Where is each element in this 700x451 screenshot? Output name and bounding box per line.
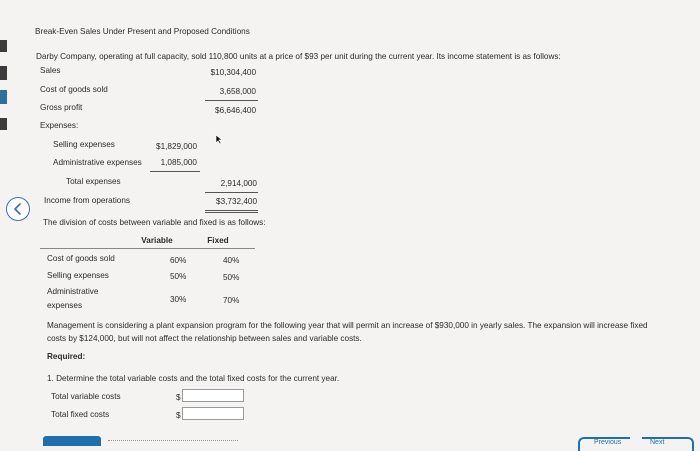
income-from-operations-label: Income from operations xyxy=(44,196,131,205)
total-fixed-costs-input[interactable] xyxy=(182,407,244,420)
total-expenses-label: Total expenses xyxy=(66,177,121,186)
cogs-label: Cost of goods sold xyxy=(40,85,108,94)
total-variable-costs-input[interactable] xyxy=(182,389,244,402)
chevron-left-icon xyxy=(12,203,24,215)
row-label-admin-cont: expenses xyxy=(47,301,83,310)
row-label-selling: Selling expenses xyxy=(47,271,109,280)
row-label-cogs: Cost of goods sold xyxy=(47,254,115,263)
management-text-line2: costs by $124,000, but will not affect the relationship between sales and variable costs. xyxy=(47,334,362,343)
total-expenses-value: 2,914,000 xyxy=(220,179,257,188)
double-underline xyxy=(205,212,258,213)
left-edge-tab-active xyxy=(0,90,7,104)
cell-admin-fixed: 70% xyxy=(223,296,240,305)
cogs-value: 3,658,000 xyxy=(219,87,256,96)
cell-cogs-variable: 60% xyxy=(170,256,187,265)
currency-symbol: $ xyxy=(176,411,181,420)
left-edge-tab xyxy=(0,118,7,130)
mouse-pointer-icon xyxy=(215,134,223,145)
currency-symbol: $ xyxy=(176,393,181,402)
management-text-line1: Management is considering a plant expansion program for the following year that will permit an increase of $930,000 in yearly sales. The expansion will increase fixed xyxy=(47,321,648,330)
cell-selling-fixed: 50% xyxy=(223,273,240,282)
sales-value: $10,304,400 xyxy=(210,68,256,77)
double-underline xyxy=(205,210,258,211)
divider xyxy=(150,171,200,172)
divider xyxy=(205,192,258,193)
problem-title: Break-Even Sales Under Present and Proposed Conditions xyxy=(35,27,250,36)
previous-button-label: Previous xyxy=(594,439,622,446)
column-header-fixed: Fixed xyxy=(207,236,229,245)
intro-text: Darby Company, operating at full capacity, sold 110,800 units at a price of $93 per unit during the current year. Its income statement is as follows: xyxy=(36,52,561,61)
previous-button[interactable] xyxy=(578,437,630,451)
total-variable-costs-label: Total variable costs xyxy=(51,392,121,401)
admin-expenses-label: Administrative expenses xyxy=(53,158,142,167)
selling-expenses-label: Selling expenses xyxy=(53,140,115,149)
column-header-variable: Variable xyxy=(141,236,173,245)
row-label-admin: Administrative xyxy=(47,287,99,296)
selling-expenses-value: $1,829,000 xyxy=(156,142,197,151)
cell-cogs-fixed: 40% xyxy=(223,256,240,265)
admin-expenses-value: 1,085,000 xyxy=(160,158,197,167)
attempts-remaining-text xyxy=(108,440,238,443)
check-my-work-button[interactable] xyxy=(43,436,101,446)
division-text: The division of costs between variable and fixed is as follows: xyxy=(43,218,266,227)
next-button[interactable] xyxy=(642,437,694,451)
gross-profit-label: Gross profit xyxy=(40,103,83,112)
left-edge-tab xyxy=(0,66,7,80)
back-button[interactable] xyxy=(6,197,30,221)
expenses-label: Expenses: xyxy=(40,121,79,130)
gross-profit-value: $6,646,400 xyxy=(215,106,256,115)
total-fixed-costs-label: Total fixed costs xyxy=(51,410,110,419)
cell-admin-variable: 30% xyxy=(170,295,187,304)
header-rule xyxy=(40,248,255,249)
divider xyxy=(205,100,258,101)
next-button-label: Next xyxy=(650,439,665,446)
required-label: Required: xyxy=(47,352,86,361)
cell-selling-variable: 50% xyxy=(170,272,187,281)
income-from-operations-value: $3,732,400 xyxy=(216,197,257,206)
left-edge-tab xyxy=(0,40,7,52)
question-text: 1. Determine the total variable costs and the total fixed costs for the current year. xyxy=(47,374,340,383)
sales-label: Sales xyxy=(40,66,61,75)
